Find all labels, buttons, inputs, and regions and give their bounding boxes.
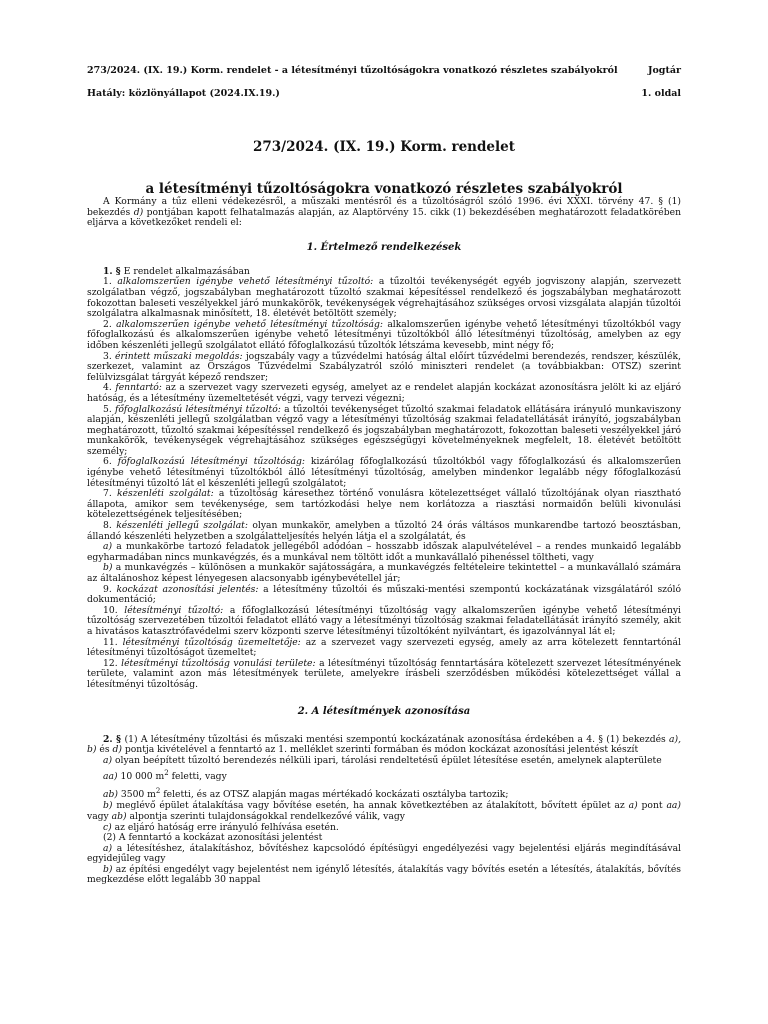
section-heading-1: 1. Értelmező rendelkezések [306, 241, 462, 253]
paragraph-2-2: (2) A fenntartó a kockázat azonosítási jelentést [103, 832, 323, 844]
running-subheader [87, 87, 681, 100]
section-1-body [87, 267, 681, 691]
document-title: 273/2024. (IX. 19.) Korm. rendelet [253, 139, 515, 155]
definition-item: a) a munkakörbe tartozó feladatok jellegéből adódóan – hosszabb időszak alapulvételével – a rendes munkaidő legalább egyharmadában nincs munkavégzés, és a munkával nem töltött időt a munkavállaló pihenéssel töltheti, vagy [87, 541, 681, 563]
section-2-body [87, 735, 681, 887]
document-subtitle: a létesítményi tűzoltóságokra vonatkozó részletes szabályokról [145, 181, 623, 197]
definition-item: 2. alkalomszerűen igénybe vehető létesítményi tűzoltóság: alkalomszerűen igénybe vehető létesítményi tűzoltókból vagy főfoglalkozású és alkalomszerűen igénybe vehető létesítményi tűzoltókból álló létesítményi tűzoltóság, amelyben az egy időben készenléti jellegű szolgálatot ellátó főfoglalkozású tűzoltók létszáma kevesebb, mint négy fő; [87, 318, 682, 351]
paragraph-2-1: 2. § (1) A létesítmény tűzoltási és műszaki mentési szempontú kockázatának azonosítása érdekében a 4. § (1) bekezdés a), b) és d) pontja kivételével a fenntartó az 1. melléklet szerinti formában és módon kockázat azonosítási jelentést készít [87, 733, 681, 756]
definition-item: 1. alkalomszerűen igénybe vehető létesítményi tűzoltó: a tűzoltói tevékenységét egyéb jogviszony alapján, szervezett szolgálatban végző, jogszabályban meghatározott tűzoltó szakmai képesítéssel rendelkező és jogszabályban meghatározott fokozottan baleseti veszélyekkel járó munkakörök, tevékenységek végrehajtásához szükséges orvosi vizsgálata alapján tűzoltói szolgálatra alkalmasnak minősített, 18. életévét betöltött személy; [87, 276, 682, 320]
point-b: b) meglévő épület átalakítása vagy bővítése esetén, ha annak következtében az átalakított, bővített épület az a) pont aa) vagy ab) alpontja szerinti tulajdonságokkal rendelkezővé válik, vagy [87, 800, 681, 822]
header-validity: Hatály: közlönyállapot (2024.IX.19.) [87, 88, 280, 99]
running-header [87, 64, 681, 77]
definition-item: b) a munkavégzés – különösen a munkakör sajátosságára, a munkavégzés feltételeire tekintettel – a munkavállaló számára az általánoshoz képest lényegesen alacsonyabb igénybevétellel jár; [87, 562, 681, 584]
subpoint-aa: aa) 10 000 $m^2$ feletti, vagy [103, 769, 227, 783]
definitions-list [87, 277, 681, 690]
definition-item: 8. készenléti jellegű szolgálat: olyan munkakör, amelyben a tűzoltó 24 órás váltásos munkarendbe tartozó beosztásban, állandó készenléti helyzetben a szolgálatteljesítés helyén látja el a szolgálatát, és [87, 520, 682, 542]
section-heading-2: 2. A létesítmények azonosítása [297, 705, 471, 717]
definition-item: 12. létesítményi tűzoltóság vonulási területe: a létesítményi tűzoltóság fenntartására kötelezett szervezet létesítményének területe, valamint azon más létesítmények területe, amelyekre írásbeli szerződésben működési kötelezettséget vállal a létesítményi tűzoltóság. [87, 657, 681, 690]
header-document-reference: 273/2024. (IX. 19.) Korm. rendelet - a létesítményi tűzoltóságokra vonatkozó részletes szabályokról [87, 65, 618, 76]
header-publisher: Jogtár [647, 65, 681, 76]
point-c: c) az eljáró hatóság erre irányuló felhívása esetén. [103, 821, 339, 833]
definition-item: 10. létesítményi tűzoltó: a főfoglalkozású létesítményi tűzoltóság vagy alkalomszerűen igénybe vehető létesítményi tűzoltóság szervezetében tűzoltói feladatot ellátó vagy a létesítményi tűzoltóság szakmai feladatellátását irányító személy, akit a hivatásos katasztrófavédelmi szerv központi szerve létesítményi tűzoltóként nyilvántart, és igazolvánnyal lát el; [87, 604, 681, 637]
definition-item: 6. főfoglalkozású létesítményi tűzoltóság: kizárólag főfoglalkozású tűzoltókból vagy főfoglalkozású és alkalomszerűen igénybe vehető létesítményi tűzoltókból álló létesítményi tűzoltóság, amelyben mindenkor legalább négy főfoglalkozású létesítményi tűzoltó lát el készenléti jellegű szolgálatot; [87, 456, 681, 489]
header-page-number: 1. oldal [641, 88, 681, 99]
point-a: a) olyan beépített tűzoltó berendezés nélküli ipari, tárolási rendeltetésű épület létesítése esetén, amelynek alapterülete [103, 754, 662, 766]
definition-item: 5. főfoglalkozású létesítményi tűzoltó: a tűzoltói tevékenységet tűzoltó szakmai feladatok ellátására irányuló munkaviszony alapján, készenléti jellegű szolgálatban végző vagy a létesítményi tűzoltóság szakmai feladatellátását irányító, jogszabályban meghatározott, tűzoltó szakmai képesítéssel rendelkező és jogszabályban meghatározott, fokozottan baleseti veszélyekkel járó munkakörök, tevékenységek végrehajtásához szükséges egészségügyi követelményeknek megfelelt, 18. életévét betöltött személy; [87, 403, 682, 457]
paragraph-1-lead: 1. § E rendelet alkalmazásában [103, 265, 250, 277]
definition-item: 7. készenléti szolgálat: a tűzoltóság káresethez történő vonulásra kötelezettséget vállaló tűzoltójának olyan riasztható állapota, amikor sem tevékenysége, sem tartózkodási helye nem korlátozza a riasztási normaidőn belüli kivonulási kötelezettségének teljesítésében; [87, 488, 682, 521]
definition-item: 4. fenntartó: az a szervezet vagy szervezeti egység, amelyet az e rendelet alapján kockázat azonosításra jelölt ki az eljáró hatóság, és a létesítmény üzemeltetését végzi, vagy tervezi végezni; [87, 382, 682, 404]
definition-item: 9. kockázat azonosítási jelentés: a létesítmény tűzoltói és műszaki-mentési szempontú kockázatának vizsgálatáról szóló dokumentáció; [87, 583, 682, 606]
point-2a: a) a létesítéshez, átalakításhoz, bővítéshez kapcsolódó építésügyi engedélyezési vagy bejelentési eljárás megindításával egyidejűleg vagy [87, 842, 681, 865]
definition-item: 3. érintett műszaki megoldás: jogszabály vagy a tűzvédelmi hatóság által előírt tűzvédelmi berendezés, rendszer, készülék, szerkezet, valamint az Országos Tűzvédelmi Szabályzatról szóló miniszteri rendelet (a továbbiakban: OTSZ) szerint felülvizsgálat tárgyát képező rendszer; [87, 350, 682, 383]
preamble-paragraph: A Kormány a tűz elleni védekezésről, a műszaki mentésről és a tűzoltóságról szóló 1996. évi XXXI. törvény 47. § (1) bekezdés d) pontjában kapott felhatalmazás alapján, az Alaptörvény 15. cikk (1) bekezdésében meghatározott feladatkörében eljárva a következőket rendeli el: [87, 196, 681, 229]
definition-item: 11. létesítményi tűzoltóság üzemeltetője: az a szervezet vagy szervezeti egység, amely az arra kötelezett fenntartónál létesítményi tűzoltóságot üzemeltet; [87, 636, 681, 659]
subpoint-ab: ab) 3500 $m^2$ feletti, és az OTSZ alapján magas mértékadó kockázati osztályba tartozik; [103, 787, 509, 801]
point-2b: b) az építési engedélyt vagy bejelentést nem igénylő létesítés, átalakítás vagy bővítés esetén a létesítés, átalakítás, bővítés megkezdése előtt legalább 30 nappal [87, 863, 681, 886]
